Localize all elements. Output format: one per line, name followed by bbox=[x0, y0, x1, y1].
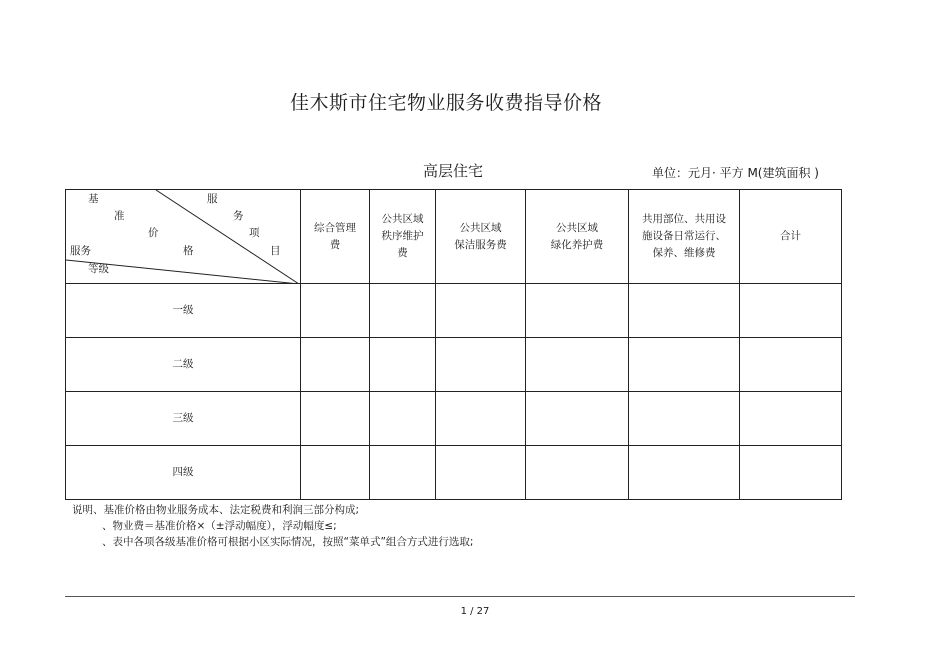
corner-bottom-left: 服务 bbox=[70, 245, 91, 257]
price-table bbox=[65, 189, 842, 500]
footer-divider bbox=[65, 596, 855, 597]
table-cell bbox=[436, 284, 526, 338]
table-cell bbox=[301, 446, 370, 500]
table-row bbox=[66, 392, 842, 446]
table-cell bbox=[436, 446, 526, 500]
table-row bbox=[66, 284, 842, 338]
document-title: 佳木斯市住宅物业服务收费指导价格 bbox=[290, 92, 603, 114]
column-header: 合计 bbox=[740, 190, 842, 284]
row-label: 一级 bbox=[66, 284, 301, 338]
corner-char: 格 bbox=[183, 245, 194, 257]
table-cell bbox=[629, 338, 740, 392]
table-cell bbox=[436, 338, 526, 392]
table-cell bbox=[526, 446, 629, 500]
column-header: 公共区域 秩序维护 费 bbox=[370, 190, 436, 284]
table-cell bbox=[301, 392, 370, 446]
table-cell bbox=[740, 392, 842, 446]
table-row bbox=[66, 446, 842, 500]
row-label: 四级 bbox=[66, 446, 301, 500]
table-cell bbox=[526, 338, 629, 392]
table-header-row bbox=[66, 190, 842, 284]
table-cell bbox=[301, 338, 370, 392]
table-cell bbox=[526, 392, 629, 446]
table-row bbox=[66, 338, 842, 392]
table-cell bbox=[436, 392, 526, 446]
corner-char: 准 bbox=[114, 210, 125, 222]
corner-bottom-left: 等级 bbox=[88, 263, 109, 275]
note-line: 、物业费＝基准价格×（±浮动幅度），浮动幅度≤; bbox=[102, 520, 337, 532]
corner-char: 目 bbox=[270, 245, 281, 257]
corner-char: 务 bbox=[233, 210, 244, 222]
diagonal-header-cell bbox=[66, 190, 301, 284]
corner-char: 服 bbox=[207, 193, 218, 205]
table-cell bbox=[370, 446, 436, 500]
row-label: 三级 bbox=[66, 392, 301, 446]
notes bbox=[72, 502, 473, 550]
table-cell bbox=[370, 284, 436, 338]
table-subtitle: 高层住宅 bbox=[423, 162, 484, 180]
note-line: 、表中各项各级基准价格可根据小区实际情况，按照“菜单式”组合方式进行选取; bbox=[102, 536, 474, 548]
column-header: 共用部位、共用设 施设备日常运行、 保养、维修费 bbox=[629, 190, 740, 284]
table-cell bbox=[629, 284, 740, 338]
corner-char: 项 bbox=[249, 227, 260, 239]
table-cell bbox=[740, 446, 842, 500]
unit-label: 单位：元月· 平方 M(建筑面积 ) bbox=[652, 166, 819, 180]
table-cell bbox=[370, 338, 436, 392]
table-cell bbox=[740, 338, 842, 392]
column-header: 公共区域 绿化养护费 bbox=[526, 190, 629, 284]
table-cell bbox=[526, 284, 629, 338]
row-label: 二级 bbox=[66, 338, 301, 392]
table-cell bbox=[629, 392, 740, 446]
corner-char: 基 bbox=[88, 193, 99, 205]
column-header: 综合管理 费 bbox=[301, 190, 370, 284]
page-number: 1 / 27 bbox=[460, 606, 490, 617]
note-line: 说明、基准价格由物业服务成本、法定税费和利润三部分构成; bbox=[72, 504, 360, 516]
table-cell bbox=[301, 284, 370, 338]
column-header: 公共区域 保洁服务费 bbox=[436, 190, 526, 284]
corner-char: 价 bbox=[148, 227, 159, 239]
table-cell bbox=[629, 446, 740, 500]
table-cell bbox=[370, 392, 436, 446]
table-cell bbox=[740, 284, 842, 338]
